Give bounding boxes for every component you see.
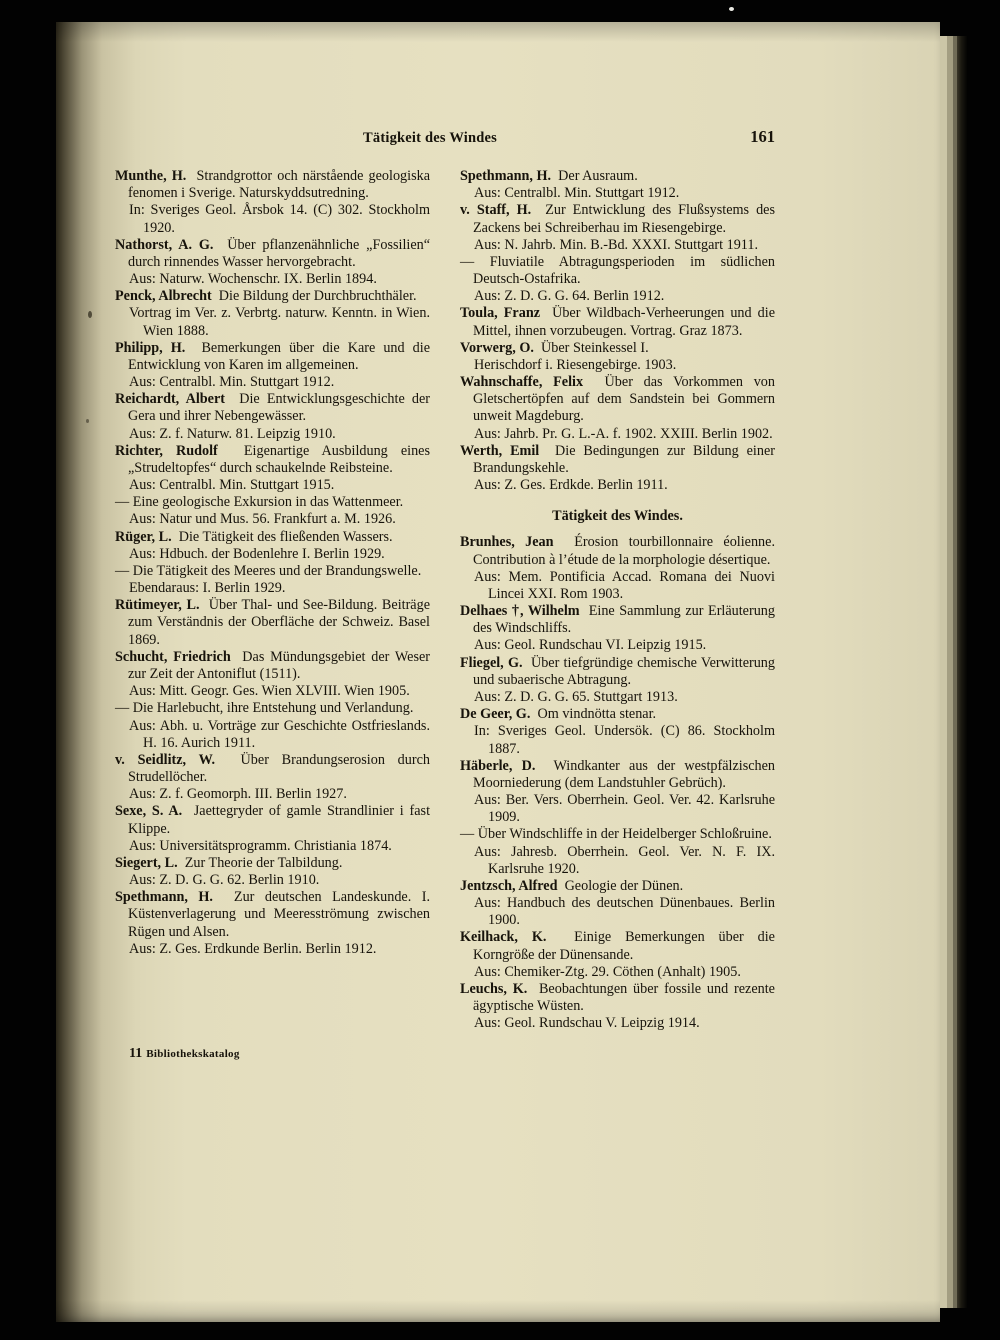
entry-reference: Aus: Z. Ges. Erdkunde Berlin. Berlin 1912. [129, 940, 377, 957]
bibliography-entry [115, 529, 430, 598]
entry-reference: Aus: Z. Ges. Erdkde. Berlin 1911. [474, 477, 668, 494]
entry-main-text: Richter, Rudolf Eigenartige Ausbildung eines „Strudeltopfes“ durch schaukelnde Reibsteine. [115, 442, 430, 476]
left-column [115, 168, 430, 958]
bibliography-entry [460, 706, 775, 758]
entry-reference: Herischdorf i. Riesengebirge. 1903. [474, 356, 677, 373]
scan-artifact [86, 419, 89, 423]
entry-main-text: Nathorst, A. G. Über pflanzenähnliche „Fossilien“ durch rinnendes Wasser hervorgebracht. [115, 236, 431, 270]
bibliography-entry [115, 168, 430, 237]
entry-main-text: Vorwerg, O. Über Steinkessel I. [460, 339, 649, 356]
entry-main-text: Philipp, H. Bemerkungen über die Kare und die Entwicklung von Karen im allgemeinen. [115, 339, 430, 373]
entry-reference: Aus: Z. f. Geomorph. III. Berlin 1927. [129, 786, 347, 803]
entry-author: Penck, Albrecht [115, 288, 212, 305]
entry-reference: Aus: Jahrb. Pr. G. L.-A. f. 1902. XXIII. Berlin 1902. [474, 425, 773, 442]
scan-artifact [88, 311, 92, 318]
entry-author: Spethmann, H. [115, 889, 213, 906]
entry-reference: Aus: Ber. Vers. Oberrhein. Geol. Ver. 42. Karlsruhe 1909. [474, 792, 775, 826]
entry-reference: Aus: Natur und Mus. 56. Frankfurt a. M. 1926. [129, 511, 396, 528]
entry-main-text: Brunhes, Jean Érosion tourbillonnaire éolienne. Contribution à l’étude de la morphologie désertique. [460, 534, 775, 568]
entry-reference: Aus: Hdbuch. der Bodenlehre I. Berlin 1929. [129, 545, 385, 562]
entry-author: Häberle, D. [460, 757, 536, 774]
entry-author: Toula, Franz [460, 305, 541, 322]
book-page [56, 22, 940, 1322]
entry-author: v. Staff, H. [460, 202, 532, 219]
entry-main-text: Jentzsch, Alfred Geologie der Dünen. [460, 877, 684, 894]
entry-reference: In: Sveriges Geol. Undersök. (C) 86. Stockholm 1887. [474, 723, 775, 757]
signature-label: Bibliothekskatalog [146, 1048, 240, 1061]
entry-main-text: Siegert, L. Zur Theorie der Talbildung. [115, 854, 343, 871]
entry-main-text: Munthe, H. Strandgrottor och närstående geologiska fenomen i Sverige. Naturskyddsutredning. [115, 168, 431, 202]
bibliography-entry [460, 929, 775, 981]
entry-author: Siegert, L. [115, 854, 178, 871]
entry-reference: Aus: Abh. u. Vorträge zur Geschichte Ostfrieslands. H. 16. Aurich 1911. [129, 717, 430, 751]
scan-artifact [729, 7, 734, 11]
entry-main-text: Keilhack, K. Einige Bemerkungen über die Korngröße der Dünensande. [460, 929, 775, 963]
bibliography-entry [460, 202, 775, 305]
bibliography-entry [460, 878, 775, 930]
entry-author: Munthe, H. [115, 168, 187, 184]
entry-reference: Aus: Z. D. G. G. 64. Berlin 1912. [474, 288, 665, 305]
page-number: 161 [750, 127, 775, 146]
entry-continuation: — Die Tätigkeit des Meeres und der Brandungswelle. [115, 562, 422, 579]
entry-main-text: Rütimeyer, L. Über Thal- und See-Bildung. Beiträge zum Verständnis der Oberfläche der Schweiz. Basel 1869. [115, 597, 430, 648]
bibliography-entry [460, 508, 775, 525]
bibliography-entry [115, 649, 430, 752]
entry-author: Leuchs, K. [460, 980, 528, 997]
bibliography-entry [115, 391, 430, 443]
entry-author: Fliegel, G. [460, 654, 523, 671]
bibliography-entry [115, 889, 430, 958]
entry-main-text: Spethmann, H. Der Ausraum. [460, 168, 638, 184]
bibliography-entry [460, 603, 775, 655]
entry-main-text: Reichardt, Albert Die Entwicklungsgeschichte der Gera und ihrer Nebengewässer. [115, 391, 431, 425]
entry-continuation: — Über Windschliffe in der Heidelberger Schloßruine. [460, 826, 772, 843]
bibliography-entry [460, 168, 775, 202]
bibliography-entry [115, 855, 430, 889]
signature-number: 11 [129, 1046, 143, 1062]
bibliography-entry [460, 655, 775, 707]
entry-reference: Aus: Handbuch des deutschen Dünenbaues. Berlin 1900. [474, 895, 775, 929]
entry-main-text: De Geer, G. Om vindnötta stenar. [460, 706, 657, 723]
entry-author: v. Seidlitz, W. [115, 751, 216, 768]
entry-author: Werth, Emil [460, 442, 540, 459]
entry-author: Schucht, Friedrich [115, 648, 231, 665]
entry-author: Brunhes, Jean [460, 534, 554, 551]
bibliography-entry [115, 597, 430, 649]
text-area [115, 127, 775, 1062]
entry-author: Delhaes †, Wilhelm [460, 603, 580, 620]
entry-reference: Aus: Z. f. Naturw. 81. Leipzig 1910. [129, 425, 336, 442]
entry-main-text: Schucht, Friedrich Das Mündungsgebiet der Weser zur Zeit der Antoniflut (1511). [115, 648, 430, 682]
footer-signature [129, 1044, 775, 1062]
entry-author: Reichardt, Albert [115, 391, 225, 408]
entry-author: Keilhack, K. [460, 929, 547, 946]
right-column [460, 168, 775, 1032]
entry-main-text: Leuchs, K. Beobachtungen über fossile und rezente ägyptische Wüsten. [460, 980, 775, 1015]
bibliography-entry [115, 288, 430, 340]
section-heading: Tätigkeit des Windes. [552, 508, 683, 525]
entry-main-text: v. Staff, H. Zur Entwicklung des Flußsystems des Zackens bei Schreiberhau im Riesengebirge. [460, 202, 775, 236]
bibliography-entry [115, 803, 430, 855]
entry-author: Nathorst, A. G. [115, 236, 214, 253]
entry-reference: Aus: Mitt. Geogr. Ges. Wien XLVIII. Wien 1905. [129, 683, 410, 700]
bibliography-entry [460, 443, 775, 495]
entry-reference: Aus: Centralbl. Min. Stuttgart 1912. [474, 185, 680, 202]
bibliography-entry [115, 752, 430, 804]
entry-continuation: — Fluviatile Abtragungsperioden im südlichen Deutsch-Ostafrika. [460, 253, 775, 288]
entry-main-text: Wahnschaffe, Felix Über das Vorkommen von Gletschertöpfen auf dem Sandstein bei Gommern unweit Magdeburg. [460, 374, 775, 425]
entry-reference: Aus: Jahresb. Oberrhein. Geol. Ver. N. F. IX. Karlsruhe 1920. [474, 843, 775, 877]
entry-reference: Ebendaraus: I. Berlin 1929. [129, 580, 286, 597]
entry-main-text: Delhaes †, Wilhelm Eine Sammlung zur Erläuterung des Windschliffs. [460, 603, 775, 637]
entry-main-text: Häberle, D. Windkanter aus der westpfälzischen Moorniederung (dem Landstuhler Gebrüch). [460, 757, 775, 791]
entry-reference: Aus: Geol. Rundschau VI. Leipzig 1915. [474, 637, 707, 654]
entry-main-text: Sexe, S. A. Jaettegryder of gamle Strandlinier i fast Klippe. [115, 803, 431, 837]
entry-reference: Vortrag im Ver. z. Verbrtg. naturw. Kenntn. in Wien. Wien 1888. [129, 305, 430, 339]
bibliography-entry [460, 374, 775, 443]
entry-author: Vorwerg, O. [460, 339, 534, 356]
entry-reference: Aus: Naturw. Wochenschr. IX. Berlin 1894. [129, 271, 377, 288]
page-stack-edges [940, 36, 968, 1308]
entry-author: De Geer, G. [460, 706, 531, 723]
entry-main-text: Toula, Franz Über Wildbach-Verheerungen und die Mittel, ihnen vorzubeugen. Vortrag. Graz 1873. [460, 305, 775, 339]
entry-reference: Aus: Centralbl. Min. Stuttgart 1912. [129, 374, 335, 391]
bibliography-entry [460, 305, 775, 339]
entry-main-text: Fliegel, G. Über tiefgründige chemische Verwitterung und subaerische Abtragung. [460, 654, 775, 688]
entry-author: Philipp, H. [115, 339, 186, 356]
entry-main-text: Spethmann, H. Zur deutschen Landeskunde. I. Küstenverlagerung und Meeresströmung zwischen Rügen und Alsen. [115, 889, 430, 940]
bibliography-entry [460, 758, 775, 878]
entry-author: Rüger, L. [115, 528, 172, 545]
entry-reference: Aus: Geol. Rundschau V. Leipzig 1914. [474, 1015, 700, 1032]
entry-author: Jentzsch, Alfred [460, 877, 558, 894]
entry-reference: Aus: Mem. Pontificia Accad. Romana dei Nuovi Lincei XXI. Rom 1903. [474, 568, 775, 602]
entry-reference: Aus: Universitätsprogramm. Christiania 1874. [129, 837, 392, 854]
entry-author: Spethmann, H. [460, 168, 552, 184]
entry-main-text: v. Seidlitz, W. Über Brandungserosion durch Strudellöcher. [115, 751, 430, 786]
entry-main-text: Werth, Emil Die Bedingungen zur Bildung einer Brandungskehle. [460, 442, 775, 476]
entry-author: Richter, Rudolf [115, 442, 218, 459]
running-head: Tätigkeit des Windes [363, 130, 497, 146]
entry-reference: In: Sveriges Geol. Årsbok 14. (C) 302. Stockholm 1920. [129, 202, 430, 236]
two-column-text [115, 168, 775, 1032]
bibliography-entry [115, 340, 430, 392]
entry-author: Wahnschaffe, Felix [460, 374, 584, 391]
entry-continuation: — Eine geologische Exkursion in das Wattenmeer. [115, 494, 404, 511]
entry-author: Sexe, S. A. [115, 803, 183, 820]
bibliography-entry [460, 340, 775, 374]
bibliography-entry [115, 443, 430, 529]
entry-reference: Aus: Centralbl. Min. Stuttgart 1915. [129, 477, 335, 494]
bibliography-entry [460, 981, 775, 1033]
bibliography-entry [115, 237, 430, 289]
entry-author: Rütimeyer, L. [115, 597, 200, 614]
entry-main-text: Rüger, L. Die Tätigkeit des fließenden Wassers. [115, 528, 393, 545]
entry-reference: Aus: Z. D. G. G. 62. Berlin 1910. [129, 872, 320, 889]
entry-reference: Aus: N. Jahrb. Min. B.-Bd. XXXI. Stuttgart 1911. [474, 236, 759, 253]
bibliography-entry [460, 534, 775, 603]
entry-main-text: Penck, Albrecht Die Bildung der Durchbruchthäler. [115, 288, 417, 305]
page-header [115, 127, 775, 152]
entry-reference: Aus: Z. D. G. G. 65. Stuttgart 1913. [474, 688, 678, 705]
entry-reference: Aus: Chemiker-Ztg. 29. Cöthen (Anhalt) 1905. [474, 963, 741, 980]
entry-continuation: — Die Harlebucht, ihre Entstehung und Verlandung. [115, 700, 414, 717]
